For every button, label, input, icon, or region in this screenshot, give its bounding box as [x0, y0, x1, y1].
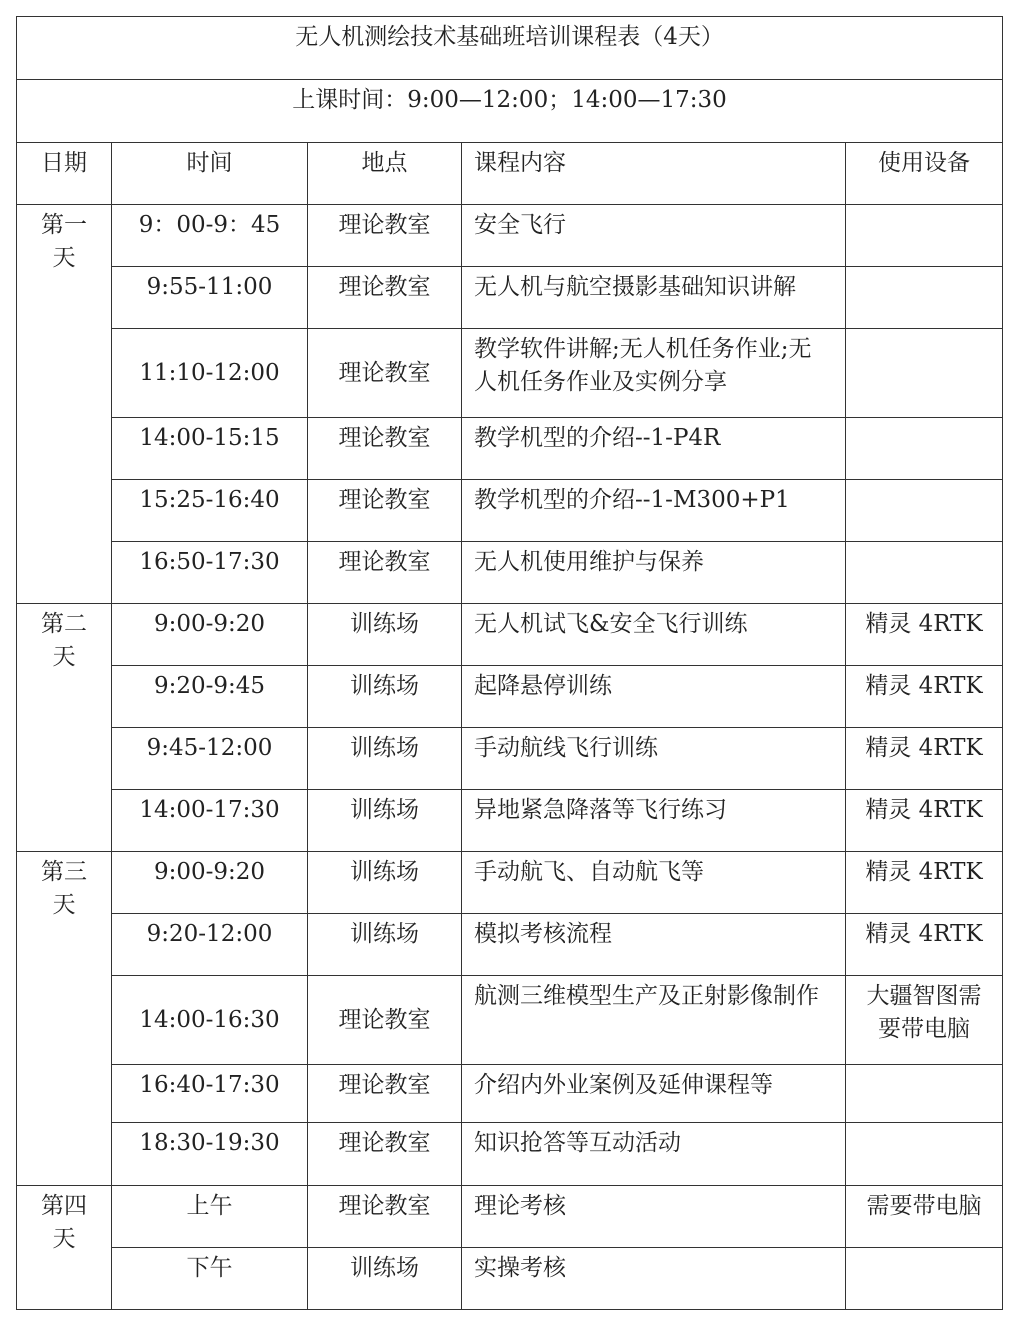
- content-cell: 教学软件讲解;无人机任务作业;无人机任务作业及实例分享: [462, 329, 846, 418]
- day-label: [17, 604, 112, 852]
- equipment-cell: 精灵 4RTK: [846, 666, 1003, 728]
- place-cell: 训练场: [308, 666, 462, 728]
- place-cell: 理论教室: [308, 1065, 462, 1123]
- table-row: [17, 480, 1003, 542]
- equipment-cell: [846, 1123, 1003, 1186]
- time-cell: 14:00-16:30: [112, 976, 308, 1065]
- table-row: [17, 976, 1003, 1065]
- time-cell: 14:00-17:30: [112, 790, 308, 852]
- table-row: [17, 852, 1003, 914]
- table-row: [17, 329, 1003, 418]
- place-cell: 训练场: [308, 728, 462, 790]
- time-cell: 18:30-19:30: [112, 1123, 308, 1186]
- table-row: [17, 790, 1003, 852]
- header-time: 时间: [112, 143, 308, 205]
- place-cell: 理论教室: [308, 480, 462, 542]
- content-cell: 起降悬停训练: [462, 666, 846, 728]
- schedule-title: 无人机测绘技术基础班培训课程表（4天）: [17, 17, 1003, 80]
- table-row: [17, 914, 1003, 976]
- header-row: [17, 143, 1003, 205]
- place-cell: 训练场: [308, 1248, 462, 1310]
- title-row: [17, 17, 1003, 80]
- table-row: [17, 666, 1003, 728]
- time-cell: 14:00-15:15: [112, 418, 308, 480]
- place-cell: 训练场: [308, 852, 462, 914]
- equipment-cell: 需要带电脑: [846, 1186, 1003, 1248]
- equipment-cell: [846, 1248, 1003, 1310]
- content-cell: 介绍内外业案例及延伸课程等: [462, 1065, 846, 1123]
- place-cell: 理论教室: [308, 329, 462, 418]
- day-label-text: 第一天: [41, 212, 87, 271]
- day-label-text: 第三天: [41, 859, 87, 918]
- equipment-cell: [846, 418, 1003, 480]
- schedule-table: [16, 16, 1003, 1310]
- header-equipment: 使用设备: [846, 143, 1003, 205]
- content-cell: 模拟考核流程: [462, 914, 846, 976]
- place-cell: 理论教室: [308, 267, 462, 329]
- table-row: [17, 267, 1003, 329]
- equipment-cell: [846, 1065, 1003, 1123]
- equipment-cell: 精灵 4RTK: [846, 728, 1003, 790]
- place-cell: 训练场: [308, 790, 462, 852]
- time-cell: 16:50-17:30: [112, 542, 308, 604]
- content-cell: 实操考核: [462, 1248, 846, 1310]
- table-row: [17, 604, 1003, 666]
- time-cell: 下午: [112, 1248, 308, 1310]
- time-cell: 9:45-12:00: [112, 728, 308, 790]
- equipment-cell: [846, 205, 1003, 267]
- equipment-cell: [846, 267, 1003, 329]
- time-cell: 15:25-16:40: [112, 480, 308, 542]
- content-cell: 航测三维模型生产及正射影像制作: [462, 976, 846, 1065]
- day-label-text: 第二天: [41, 611, 87, 670]
- table-row: [17, 418, 1003, 480]
- place-cell: 训练场: [308, 604, 462, 666]
- table-row: [17, 1123, 1003, 1186]
- day-label: [17, 205, 112, 604]
- place-cell: 理论教室: [308, 1186, 462, 1248]
- day-label: [17, 852, 112, 1186]
- schedule-body: [17, 17, 1003, 1310]
- table-row: [17, 205, 1003, 267]
- header-date: 日期: [17, 143, 112, 205]
- place-cell: 理论教室: [308, 976, 462, 1065]
- time-cell: 9:00-9:20: [112, 852, 308, 914]
- header-content: 课程内容: [462, 143, 846, 205]
- content-cell: 手动航线飞行训练: [462, 728, 846, 790]
- content-cell: 无人机与航空摄影基础知识讲解: [462, 267, 846, 329]
- table-row: [17, 1065, 1003, 1123]
- table-row: [17, 1186, 1003, 1248]
- content-cell: 知识抢答等互动活动: [462, 1123, 846, 1186]
- time-cell: 9:00-9:20: [112, 604, 308, 666]
- class-time-row: [17, 80, 1003, 143]
- equipment-cell: 精灵 4RTK: [846, 914, 1003, 976]
- day-label-text: 第四天: [41, 1193, 87, 1252]
- content-cell: 理论考核: [462, 1186, 846, 1248]
- time-cell: 9：00-9：45: [112, 205, 308, 267]
- content-cell: 安全飞行: [462, 205, 846, 267]
- content-cell: 无人机使用维护与保养: [462, 542, 846, 604]
- place-cell: 理论教室: [308, 542, 462, 604]
- table-row: [17, 542, 1003, 604]
- place-cell: 理论教室: [308, 418, 462, 480]
- place-cell: 训练场: [308, 914, 462, 976]
- time-cell: 9:20-9:45: [112, 666, 308, 728]
- time-cell: 16:40-17:30: [112, 1065, 308, 1123]
- equipment-cell: 精灵 4RTK: [846, 604, 1003, 666]
- table-row: [17, 728, 1003, 790]
- content-cell: 教学机型的介绍--1-M300+P1: [462, 480, 846, 542]
- equipment-cell: 精灵 4RTK: [846, 790, 1003, 852]
- content-cell: 异地紧急降落等飞行练习: [462, 790, 846, 852]
- content-cell: 手动航飞、自动航飞等: [462, 852, 846, 914]
- time-cell: 11:10-12:00: [112, 329, 308, 418]
- class-time: 上课时间：9:00—12:00；14:00—17:30: [17, 80, 1003, 143]
- content-cell: 无人机试飞&安全飞行训练: [462, 604, 846, 666]
- equipment-cell: [846, 480, 1003, 542]
- table-row: [17, 1248, 1003, 1310]
- place-cell: 理论教室: [308, 205, 462, 267]
- equipment-cell: [846, 542, 1003, 604]
- equipment-cell: [846, 329, 1003, 418]
- place-cell: 理论教室: [308, 1123, 462, 1186]
- equipment-cell: 大疆智图需要带电脑: [846, 976, 1003, 1065]
- equipment-cell: 精灵 4RTK: [846, 852, 1003, 914]
- content-cell: 教学机型的介绍--1-P4R: [462, 418, 846, 480]
- header-place: 地点: [308, 143, 462, 205]
- day-label: [17, 1186, 112, 1310]
- time-cell: 上午: [112, 1186, 308, 1248]
- time-cell: 9:55-11:00: [112, 267, 308, 329]
- time-cell: 9:20-12:00: [112, 914, 308, 976]
